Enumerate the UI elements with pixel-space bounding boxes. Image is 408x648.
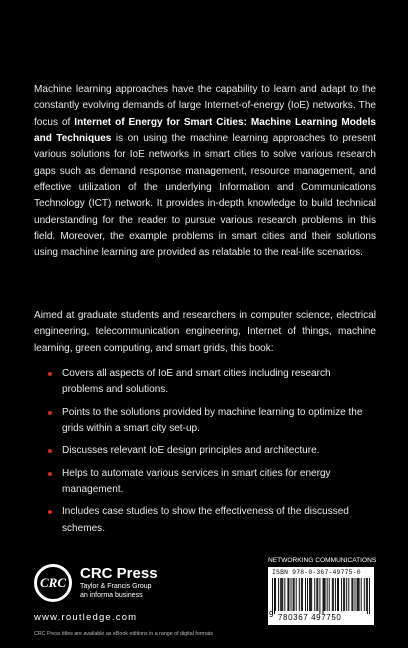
publisher-name: CRC Press	[80, 565, 158, 582]
bullet-icon	[48, 411, 52, 415]
bullet-icon	[48, 510, 52, 514]
feature-item	[48, 405, 366, 438]
bullet-icon	[48, 372, 52, 376]
crc-logo-icon	[34, 564, 72, 602]
crc-logo-text: CRC	[39, 575, 66, 590]
barcode-digits: 780367 497750	[278, 613, 342, 622]
publisher-url: www.routledge.com	[34, 612, 138, 623]
feature-text: Points to the solutions provided by machine learning to optimize the grids within a smart city set-up.	[62, 406, 363, 435]
barcode-block	[268, 556, 377, 622]
publisher-informa: an informa business	[80, 592, 143, 599]
description-text-a: Machine learning approaches have the capability to learn and adapt to the constantly evolving demands of large Internet-of-energy (IoE) networks. The focus of	[34, 84, 376, 128]
feature-item	[48, 504, 366, 537]
description-text-b: is on using the machine learning approaches to present various solutions for IoE networks in smart cities to solve various research gaps such as demand response management, resource management, and effective utilization of the underlying Information and Communications Technology (ICT) network. It provides in-depth knowledge to build technical understanding for the reader to pursue various research problems in this field. Moreover, the example problems in smart cities and their solutions using machine learning are provided as relatable to the real-life scenarios.	[34, 133, 376, 259]
feature-item	[48, 466, 366, 499]
feature-text: Discusses relevant IoE design principles and architecture.	[62, 445, 320, 457]
feature-item	[48, 366, 366, 399]
publisher-logo	[34, 564, 234, 614]
description-paragraph-1	[34, 82, 376, 262]
barcode-panel	[268, 567, 374, 625]
bullet-icon	[48, 472, 52, 476]
barcode-lead-digit: 9	[269, 610, 274, 619]
barcode-icon	[272, 578, 370, 614]
feature-text: Includes case studies to show the effectiveness of the discussed schemes.	[62, 506, 349, 534]
description-paragraph-2: Aimed at graduate students and researchers in computer science, electrical engineering, telecommunication engineering, Internet of things, machine learning, green computing, and smart grids, this book:	[34, 310, 376, 354]
ebook-footnote: CRC Press titles are available as eBook editions in a range of digital formats	[34, 631, 214, 637]
isbn-text: ISBN 978-0-367-49775-0	[272, 569, 361, 576]
feature-text: Covers all aspects of IoE and smart cities including research problems and solutions.	[62, 368, 331, 396]
subject-category: NETWORKING COMMUNICATIONS	[268, 557, 377, 564]
publisher-group: Taylor & Francis Group	[80, 583, 152, 590]
feature-list	[48, 366, 366, 543]
bullet-icon	[48, 449, 52, 453]
publisher-name-block	[80, 566, 158, 600]
book-title-inline: Internet of Energy for Smart Cities: Machine Learning Models and Techniques	[34, 116, 376, 145]
feature-text: Helps to automate various services in smart cities for energy management.	[62, 467, 331, 496]
feature-item	[48, 443, 366, 459]
